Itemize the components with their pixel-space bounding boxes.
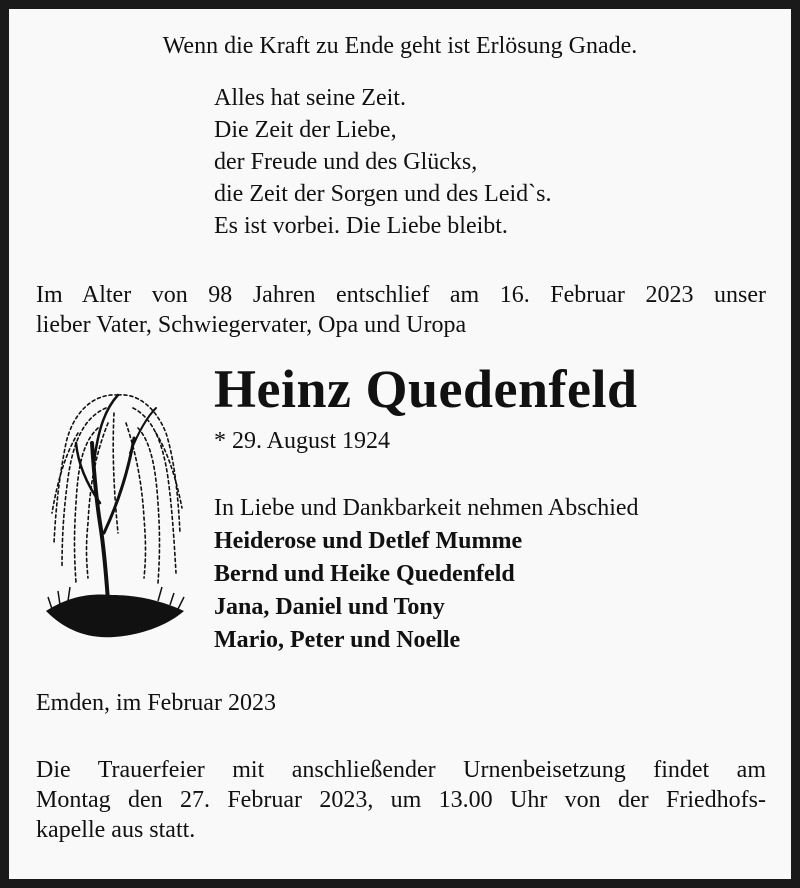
ceremony-line: Montag den 27. Februar 2023, um 13.00 Uhr von der Friedhofs-: [36, 787, 766, 813]
farewell-line: In Liebe und Dankbarkeit nehmen Abschied: [214, 495, 639, 521]
mourners-list: [214, 525, 522, 657]
motto: Wenn die Kraft zu Ende geht ist Erlösung Gnade.: [162, 33, 638, 59]
ceremony-line: kapelle aus statt.: [36, 817, 196, 843]
mourner: Jana, Daniel und Tony: [214, 594, 445, 620]
ceremony-notice: [36, 755, 766, 845]
poem-line: Die Zeit der Liebe,: [214, 117, 397, 143]
death-announcement: [36, 280, 766, 340]
mourner: Mario, Peter und Noelle: [214, 627, 461, 653]
poem-line: der Freude und des Glücks,: [214, 149, 478, 175]
mourner: Heiderose und Detlef Mumme: [214, 528, 523, 554]
birth-date: * 29. August 1924: [214, 428, 391, 454]
weeping-willow-icon: [38, 383, 192, 653]
place-date: Emden, im Februar 2023: [36, 690, 276, 716]
poem-line: Es ist vorbei. Die Liebe bleibt.: [214, 213, 508, 239]
ceremony-line: Die Trauerfeier mit anschließender Urnenbeisetzung findet am: [36, 757, 766, 783]
mourner: Bernd und Heike Quedenfeld: [214, 561, 515, 587]
announcement-line: Im Alter von 98 Jahren entschlief am 16. Februar 2023 unser: [36, 282, 766, 308]
poem: [214, 82, 551, 242]
poem-line: Alles hat seine Zeit.: [214, 85, 406, 111]
poem-line: die Zeit der Sorgen und des Leid`s.: [214, 181, 552, 207]
deceased-name: Heinz Quedenfeld: [214, 359, 638, 419]
announcement-line: lieber Vater, Schwiegervater, Opa und Uropa: [36, 312, 467, 338]
